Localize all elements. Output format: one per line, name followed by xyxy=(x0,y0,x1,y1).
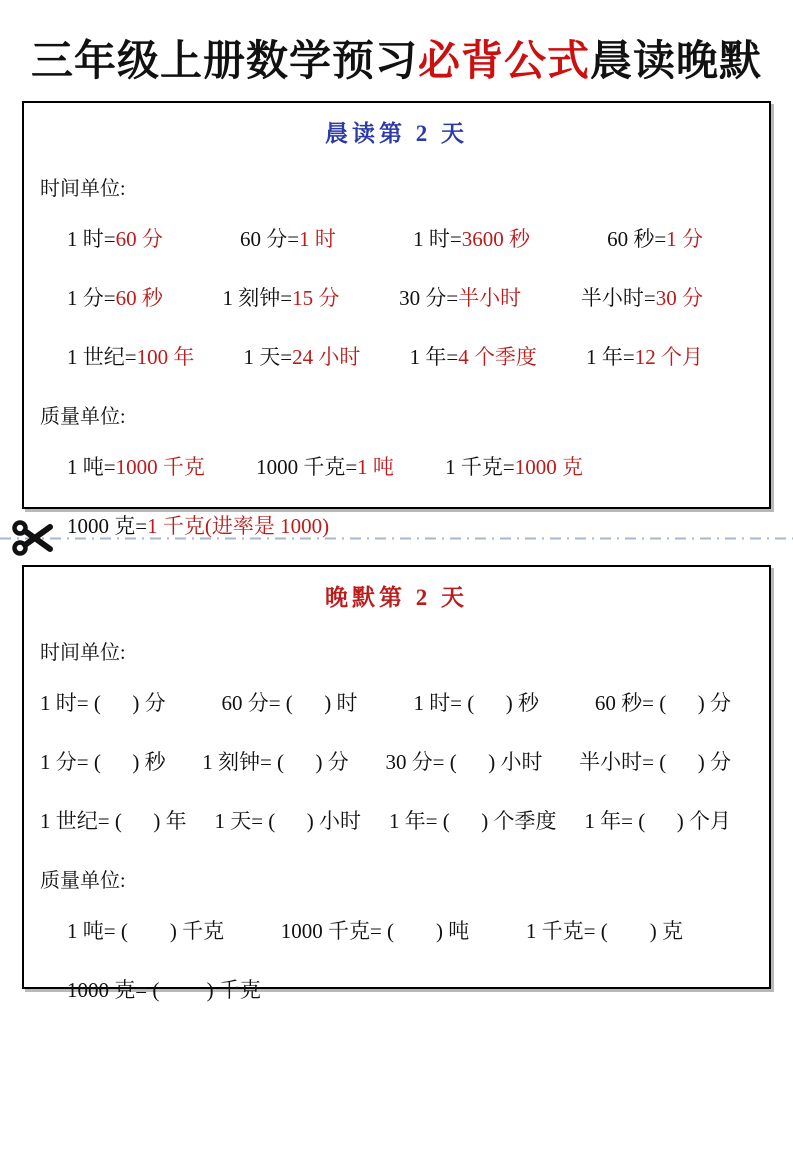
formula-lhs: 1 年= xyxy=(409,344,459,369)
cut-line xyxy=(0,509,793,565)
evening-heading: 晚默第 2 天 xyxy=(325,584,468,610)
formula xyxy=(445,451,583,481)
dash-dot-line xyxy=(0,537,793,540)
formula-row xyxy=(40,223,753,253)
blank-formula: 1 年= ( ) 个季度 xyxy=(388,808,557,833)
blank-formula: 1000 克= ( ) 千克 xyxy=(67,977,261,1002)
formula-answer: 12 个月 xyxy=(634,344,703,369)
blank-formula: 1 天= ( ) 小时 xyxy=(214,808,362,833)
formula-answer: 30 分 xyxy=(655,285,703,310)
morning-reading-box xyxy=(22,101,771,538)
formula-answer: 60 分 xyxy=(115,226,163,251)
blank-row xyxy=(40,915,753,945)
formula xyxy=(67,451,205,481)
formula xyxy=(244,341,361,371)
blank-formula: 1 世纪= ( ) 年 xyxy=(40,808,187,833)
blank-formula: 1 千克= ( ) 克 xyxy=(525,918,683,943)
formula-row xyxy=(40,451,753,481)
formula-lhs: 1 刻钟= xyxy=(222,285,293,310)
formula xyxy=(581,282,703,312)
blank-formula: 1000 千克= ( ) 吨 xyxy=(280,918,470,943)
formula xyxy=(410,341,537,371)
formula-answer: 3600 秒 xyxy=(461,226,530,251)
morning-heading: 晨读第 2 天 xyxy=(325,120,468,146)
section-label: 质量单位: xyxy=(40,405,126,428)
blank-row xyxy=(40,974,753,1004)
formula-lhs: 60 分= xyxy=(240,226,300,251)
formula xyxy=(256,451,394,481)
formula-lhs: 1 年= xyxy=(586,344,635,369)
formula xyxy=(67,282,163,312)
formula xyxy=(586,341,703,371)
title-part-red: 必背公式 xyxy=(417,39,590,85)
formula-row xyxy=(40,341,753,371)
formula xyxy=(67,223,163,253)
formula-answer: 100 年 xyxy=(136,344,195,369)
blank-formula: 1 分= ( ) 秒 xyxy=(40,749,166,774)
formula-answer: 4 个季度 xyxy=(458,344,537,369)
blank-row xyxy=(40,805,753,835)
title-part-black-2: 晨读晚默 xyxy=(590,39,763,85)
evening-body xyxy=(24,636,769,1004)
blank-formula: 半小时= ( ) 分 xyxy=(579,749,731,774)
formula-answer: 1000 克 xyxy=(514,454,583,479)
formula-answer: 1 吨 xyxy=(357,454,394,479)
formula-lhs: 1 时= xyxy=(413,226,462,251)
formula xyxy=(399,282,521,312)
formula xyxy=(413,223,530,253)
blank-formula: 1 刻钟= ( ) 分 xyxy=(202,749,349,774)
section-label: 时间单位: xyxy=(40,177,126,200)
blank-row xyxy=(40,687,753,717)
formula-lhs: 60 秒= xyxy=(607,226,667,251)
blank-formula: 30 分= ( ) 小时 xyxy=(385,749,543,774)
formula-answer: 1000 千克 xyxy=(115,454,205,479)
formula-lhs: 1 天= xyxy=(243,344,293,369)
formula xyxy=(223,282,340,312)
formula-answer: 1 分 xyxy=(666,226,703,251)
formula xyxy=(67,341,194,371)
formula-answer: 15 分 xyxy=(292,285,340,310)
formula-lhs: 半小时= xyxy=(580,285,656,310)
formula-lhs: 1000 克= xyxy=(67,513,148,538)
formula-answer: 1 千克(进率是 1000) xyxy=(147,513,330,538)
section-label: 质量单位: xyxy=(40,869,126,892)
formula-answer: 24 小时 xyxy=(292,344,361,369)
blank-formula: 1 吨= ( ) 千克 xyxy=(67,918,225,943)
blank-formula: 1 年= ( ) 个月 xyxy=(584,808,731,833)
blank-formula: 1 时= ( ) 分 xyxy=(40,690,166,715)
formula-answer: 1 时 xyxy=(299,226,336,251)
formula-lhs: 1 吨= xyxy=(67,454,116,479)
page-title xyxy=(10,36,783,89)
formula xyxy=(607,223,703,253)
blank-formula: 1 时= ( ) 秒 xyxy=(413,690,540,715)
formula-row xyxy=(40,282,753,312)
formula-lhs: 1 世纪= xyxy=(67,344,137,369)
section-label: 时间单位: xyxy=(40,641,126,664)
formula-lhs: 1 时= xyxy=(67,226,116,251)
title-part-black: 三年级上册数学预习 xyxy=(30,39,418,85)
evening-recite-box xyxy=(22,565,771,1002)
blank-formula: 60 分= ( ) 时 xyxy=(221,690,358,715)
formula-answer: 半小时 xyxy=(458,285,522,310)
formula-lhs: 1 分= xyxy=(67,285,116,310)
blank-formula: 60 秒= ( ) 分 xyxy=(594,690,731,715)
morning-body xyxy=(24,172,769,540)
blank-row xyxy=(40,746,753,776)
formula xyxy=(240,223,336,253)
formula-lhs: 1000 千克= xyxy=(256,454,358,479)
scissors-icon xyxy=(12,518,56,558)
formula-lhs: 30 分= xyxy=(399,285,459,310)
formula-answer: 60 秒 xyxy=(115,285,163,310)
formula-lhs: 1 千克= xyxy=(445,454,515,479)
